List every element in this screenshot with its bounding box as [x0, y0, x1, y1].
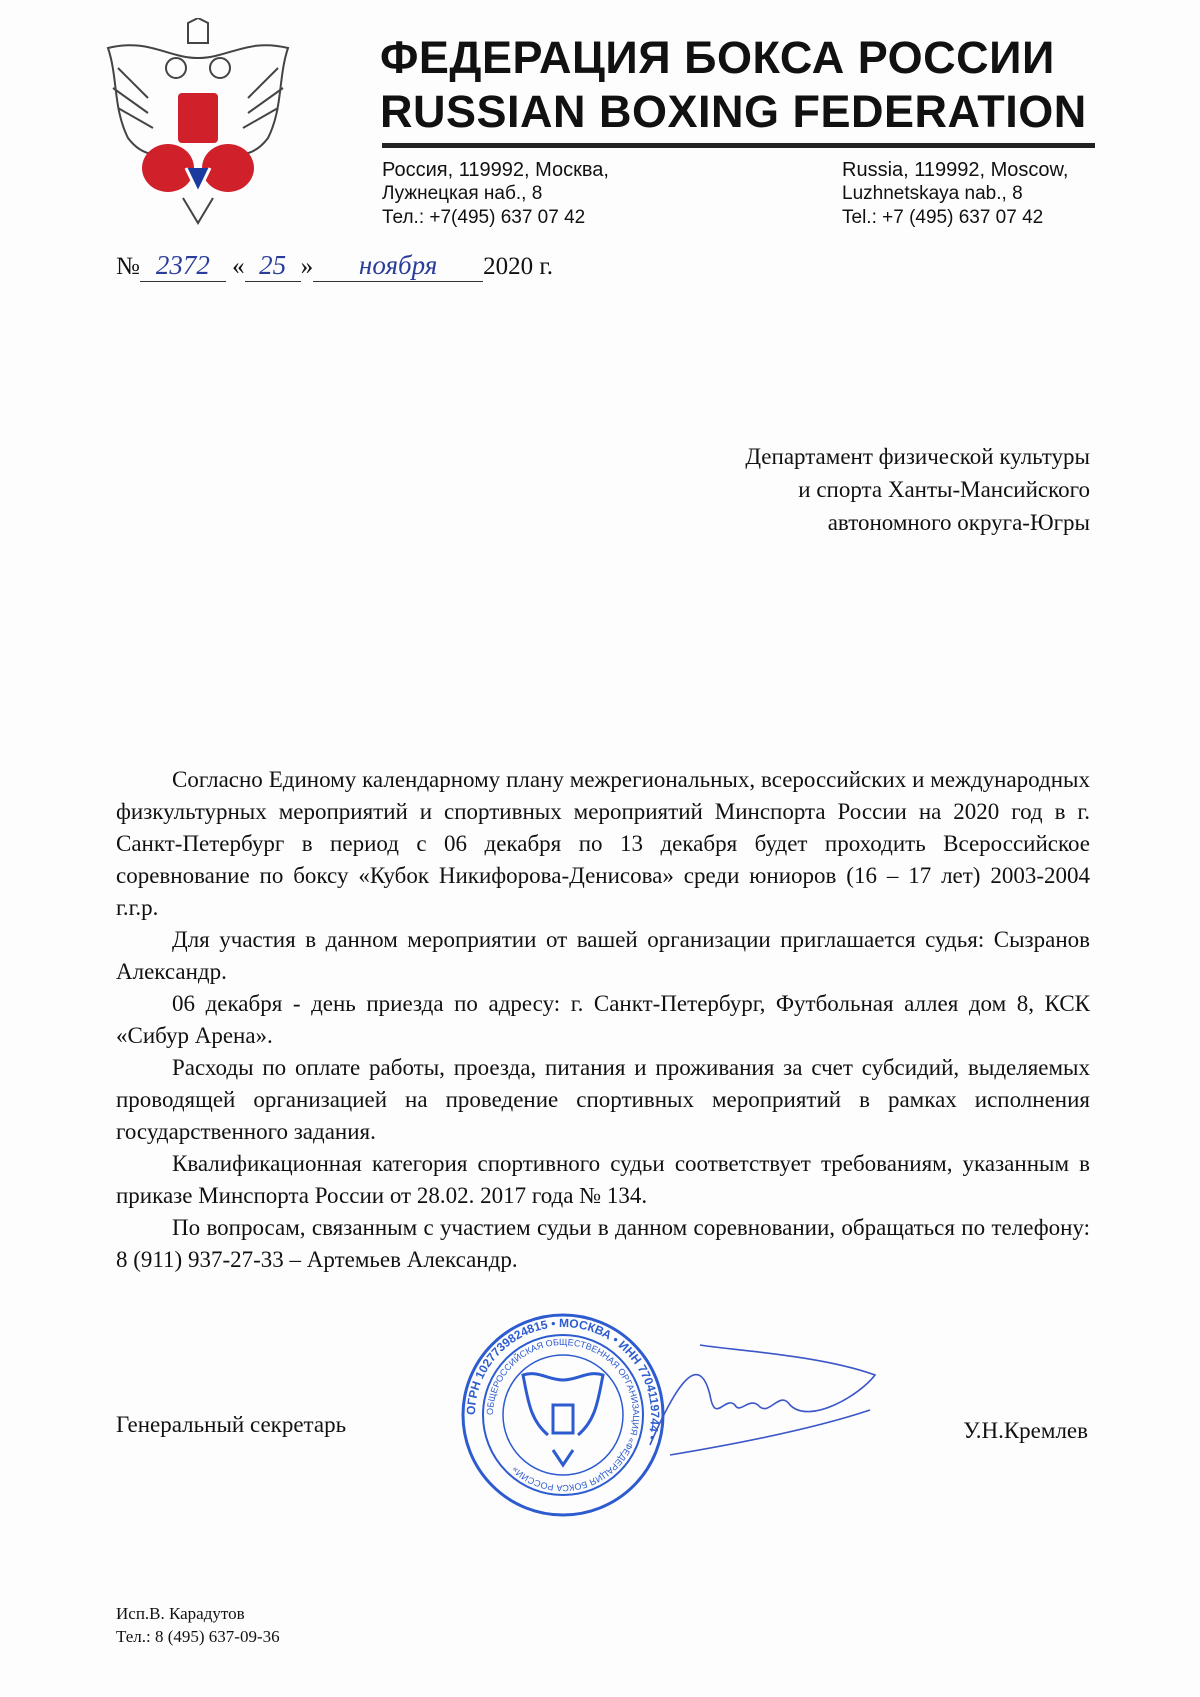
address-ru [382, 158, 609, 230]
body-paragraph: По вопросам, связанным с участием судьи в данном соревновании, обращаться по телефону: 8 (911) 937-27-33 – Артемьев Александр. [116, 1215, 1090, 1272]
svg-text:ОБЩЕРОССИЙСКАЯ ОБЩЕСТВЕННАЯ ОР [485, 1337, 641, 1493]
executor-info [116, 1602, 280, 1648]
executor-name: Исп.В. Карадутов [116, 1604, 245, 1623]
signatory-role: Генеральный секретарь [116, 1412, 347, 1437]
letter-number: 2372 [140, 250, 226, 282]
letter-month: ноября [313, 250, 483, 282]
russian-eagle-emblem-icon [88, 18, 308, 233]
letter-day: 25 [245, 250, 301, 282]
org-title-ru: ФЕДЕРАЦИЯ БОКСА РОССИИ [380, 32, 1055, 83]
address-line: Лужнецкая наб., 8 [382, 183, 543, 204]
address-line: Россия, 119992, Москва, [382, 159, 609, 181]
address-phone: Тел.: +7(495) 637 07 42 [382, 207, 586, 228]
number-label: № [116, 253, 140, 280]
letter-year: 2020 г. [483, 253, 554, 280]
header-divider [382, 143, 1095, 148]
body-paragraph: 06 декабря - день приезда по адресу: г. Санкт-Петербург, Футбольная аллея дом 8, КСК «Сибур Арена». [116, 991, 1090, 1048]
body-paragraph: Согласно Единому календарному плану межрегиональных, всероссийских и международных физкультурных мероприятий и спортивных мероприятий Минспорта России на 2020 год в г. Санкт-Петербург в период с 06 декабря по 13 декабря будет проходить Всероссийское соревнование по боксу «Кубок Никифорова-Денисова» среди юниоров (16 – 17 лет) 2003-2004 г.г.р. [116, 767, 1090, 920]
body-paragraph: Для участия в данном мероприятии от вашей организации приглашается судья: Сызранов Александр. [116, 927, 1090, 984]
registration-line [116, 250, 553, 282]
stamp-outer-text: ОГРН 1027739824815 • МОСКВА • ИНН 7704119744 • [463, 1315, 663, 1442]
address-en [842, 158, 1068, 230]
recipient-block [745, 440, 1090, 539]
executor-phone: Тел.: 8 (495) 637-09-36 [116, 1627, 280, 1646]
recipient-line: и спорта Ханты-Мансийского [798, 477, 1090, 502]
address-line: Luzhnetskaya nab., 8 [842, 183, 1023, 204]
body-paragraph: Расходы по оплате работы, проезда, питания и проживания за счет субсидий, выделяемых проводящей организацией на проведение спортивных мероприятий в рамках исполнения государственного задания. [116, 1055, 1090, 1144]
official-seal-stamp [458, 1310, 668, 1520]
handwritten-signature [640, 1335, 880, 1475]
address-line: Russia, 119992, Moscow, [842, 159, 1069, 181]
address-phone: Tel.: +7 (495) 637 07 42 [842, 207, 1044, 228]
signatory-name: У.Н.Кремлев [963, 1418, 1088, 1443]
quote: « [232, 253, 245, 280]
letter-body [116, 764, 1090, 1276]
stamp-inner-text: ОБЩЕРОССИЙСКАЯ ОБЩЕСТВЕННАЯ ОРГАНИЗАЦИЯ «ФЕДЕРАЦИЯ БОКСА РОССИИ» [484, 1336, 642, 1494]
recipient-line: Департамент физической культуры [745, 444, 1090, 469]
quote: » [300, 253, 314, 280]
body-paragraph: Квалификационная категория спортивного судьи соответствует требованиям, указанным в приказе Минспорта России от 28.02. 2017 года № 134. [116, 1151, 1090, 1208]
org-title-en: RUSSIAN BOXING FEDERATION [380, 86, 1087, 137]
recipient-line: автономного округа-Югры [827, 510, 1090, 535]
stamp-eagle-icon [523, 1374, 603, 1465]
